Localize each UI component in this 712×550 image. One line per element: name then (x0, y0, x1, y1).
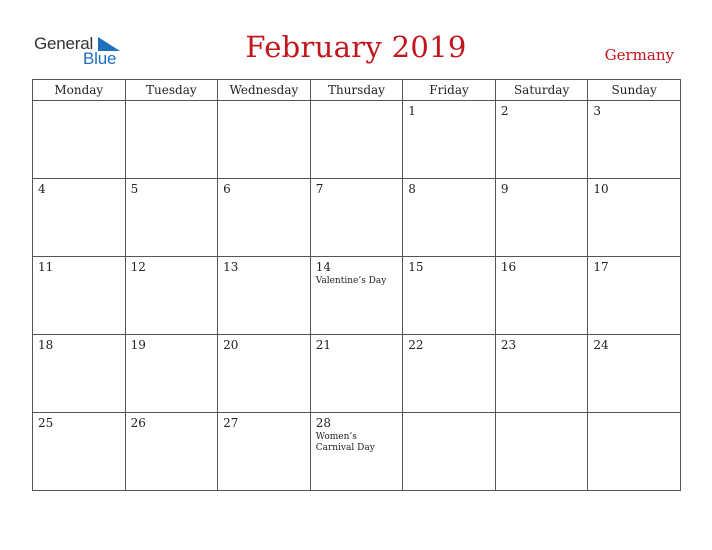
day-cell (588, 179, 681, 257)
weekday-header-row (33, 80, 681, 101)
day-number: 2 (500, 104, 509, 118)
day-number: 11 (38, 260, 54, 274)
day-number: 27 (223, 416, 239, 430)
day-number: 23 (500, 338, 517, 352)
week-row (33, 101, 681, 179)
day-cell (310, 179, 403, 257)
day-cell (588, 101, 681, 179)
logo-word-general: General (34, 34, 94, 53)
day-cell (218, 179, 311, 257)
day-cell (125, 179, 218, 257)
day-number (218, 101, 310, 104)
weekday-header: Thursday (310, 80, 403, 101)
week-row (33, 179, 681, 257)
week-row (33, 413, 681, 491)
day-cell (495, 335, 588, 413)
day-cell (33, 101, 126, 179)
day-number (33, 101, 125, 104)
day-cell (125, 413, 218, 491)
weekday-header: Monday (33, 80, 126, 101)
day-cell (218, 335, 311, 413)
day-cell (33, 257, 126, 335)
day-number: 18 (38, 338, 54, 352)
day-cell (33, 179, 126, 257)
day-number: 6 (223, 182, 231, 196)
day-cell (403, 257, 496, 335)
weekday-header: Tuesday (125, 80, 218, 101)
calendar-grid (32, 79, 681, 491)
weekday-header: Friday (403, 80, 496, 101)
day-number: 17 (593, 260, 609, 274)
day-cell (588, 257, 681, 335)
day-number: 4 (38, 182, 46, 196)
day-cell (218, 101, 311, 179)
day-number (403, 413, 495, 416)
day-number: 26 (130, 416, 146, 430)
day-number: 24 (593, 338, 609, 352)
day-number: 22 (408, 338, 424, 352)
day-cell (33, 335, 126, 413)
day-cell (403, 179, 496, 257)
day-cell (495, 179, 588, 257)
day-number: 3 (593, 104, 602, 118)
day-cell (495, 257, 588, 335)
day-number (126, 101, 218, 104)
week-row (33, 335, 681, 413)
holiday-label: Women’s Carnival Day (315, 432, 375, 453)
day-number: 7 (315, 182, 324, 196)
day-number: 15 (408, 260, 424, 274)
day-number (588, 413, 680, 416)
day-cell (125, 101, 218, 179)
day-number (311, 101, 403, 104)
day-cell (495, 101, 588, 179)
day-cell (403, 335, 496, 413)
day-cell (403, 413, 496, 491)
day-number: 14 (315, 260, 331, 274)
day-cell (125, 257, 218, 335)
day-number (496, 413, 588, 416)
week-row (33, 257, 681, 335)
day-number: 1 (408, 104, 416, 118)
day-cell (218, 413, 311, 491)
day-number: 5 (130, 182, 139, 196)
weekday-header: Saturday (495, 80, 588, 101)
day-cell (588, 413, 681, 491)
day-number: 28 (315, 416, 331, 430)
day-number: 16 (500, 260, 517, 274)
weekday-header: Sunday (588, 80, 681, 101)
day-cell (310, 101, 403, 179)
day-number: 10 (593, 182, 609, 196)
calendar-title: February 2019 (245, 30, 467, 64)
day-cell (33, 413, 126, 491)
day-number: 25 (38, 416, 54, 430)
day-cell (403, 101, 496, 179)
day-cell (495, 413, 588, 491)
day-cell (125, 335, 218, 413)
logo-word-blue: Blue (83, 49, 117, 68)
day-number: 8 (408, 182, 416, 196)
day-number: 19 (130, 338, 146, 352)
day-cell (310, 335, 403, 413)
country-label: Germany (604, 46, 674, 64)
day-cell (588, 335, 681, 413)
weekday-header: Wednesday (218, 80, 311, 101)
day-number: 13 (223, 260, 239, 274)
holiday-label: Valentine’s Day (315, 276, 387, 286)
day-cell (310, 413, 403, 491)
day-cell (310, 257, 403, 335)
day-number: 12 (130, 260, 146, 274)
day-number: 20 (223, 338, 239, 352)
day-number: 21 (315, 338, 331, 352)
day-cell (218, 257, 311, 335)
day-number: 9 (500, 182, 509, 196)
